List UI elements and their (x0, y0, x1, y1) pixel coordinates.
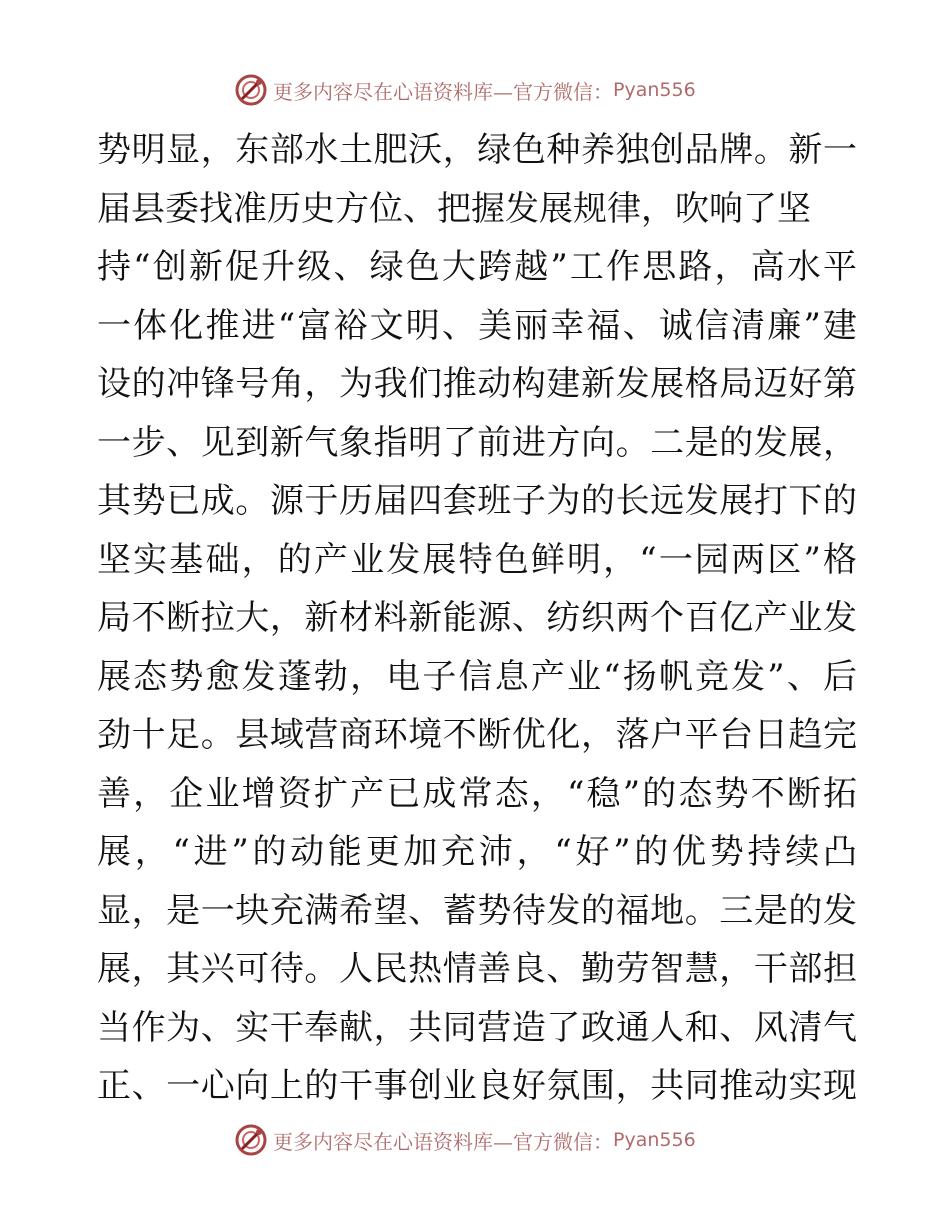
watermark-handle: Pyan556 (613, 79, 696, 101)
text-line: 持“创新促升级、绿色大跨越”工作思路，高水平 (97, 247, 857, 287)
text-line: 设的冲锋号角，为我们推动构建新发展格局迈好第 (97, 364, 857, 404)
text-line: 展，其兴可待。人民热情善良、勤劳智慧，干部担 (97, 949, 857, 989)
text-line: 坚实基础，的产业发展特色鲜明，“一园两区”格 (97, 539, 857, 580)
text-line: 善，企业增资扩产已成常态，“稳”的态势不断拓 (97, 773, 857, 814)
brand-logo-icon (233, 1122, 269, 1158)
watermark-text: 更多内容尽在心语资料库—官方微信： (273, 1129, 613, 1154)
brand-logo-icon (233, 72, 269, 108)
text-line: 势明显，东部水土肥沃，绿色种养独创品牌。新一 (97, 130, 857, 170)
text-line: 展，“进”的动能更加充沛，“好”的优势持续凸 (97, 832, 857, 872)
document-body (97, 121, 857, 1116)
text-line: 其势已成。源于历届四套班子为的长远发展打下的 (97, 481, 857, 521)
header-watermark (233, 70, 696, 110)
text-line: 一体化推进“富裕文明、美丽幸福、诚信清廉”建 (97, 305, 857, 346)
text-line: 当作为、实干奉献，共同营造了政通人和、风清气 (97, 1007, 857, 1048)
text-line: 显，是一块充满希望、蓄势待发的福地。三是的发 (97, 890, 857, 931)
text-line: 局不断拉大，新材料新能源、纺织两个百亿产业发 (97, 598, 857, 638)
watermark-handle: Pyan556 (613, 1129, 696, 1151)
text-line: 正、一心向上的干事创业良好氛围，共同推动实现 (97, 1066, 857, 1106)
watermark-text: 更多内容尽在心语资料库—官方微信： (273, 79, 613, 104)
text-line: 届县委找准历史方位、把握发展规律，吹响了坚 (97, 188, 811, 229)
text-line: 劲十足。县域营商环境不断优化，落户平台日趋完 (97, 715, 857, 755)
text-line: 一步、见到新气象指明了前进方向。二是的发展， (97, 422, 857, 463)
text-line: 展态势愈发蓬勃，电子信息产业“扬帆竞发”、后 (97, 656, 857, 697)
footer-watermark (233, 1120, 696, 1160)
